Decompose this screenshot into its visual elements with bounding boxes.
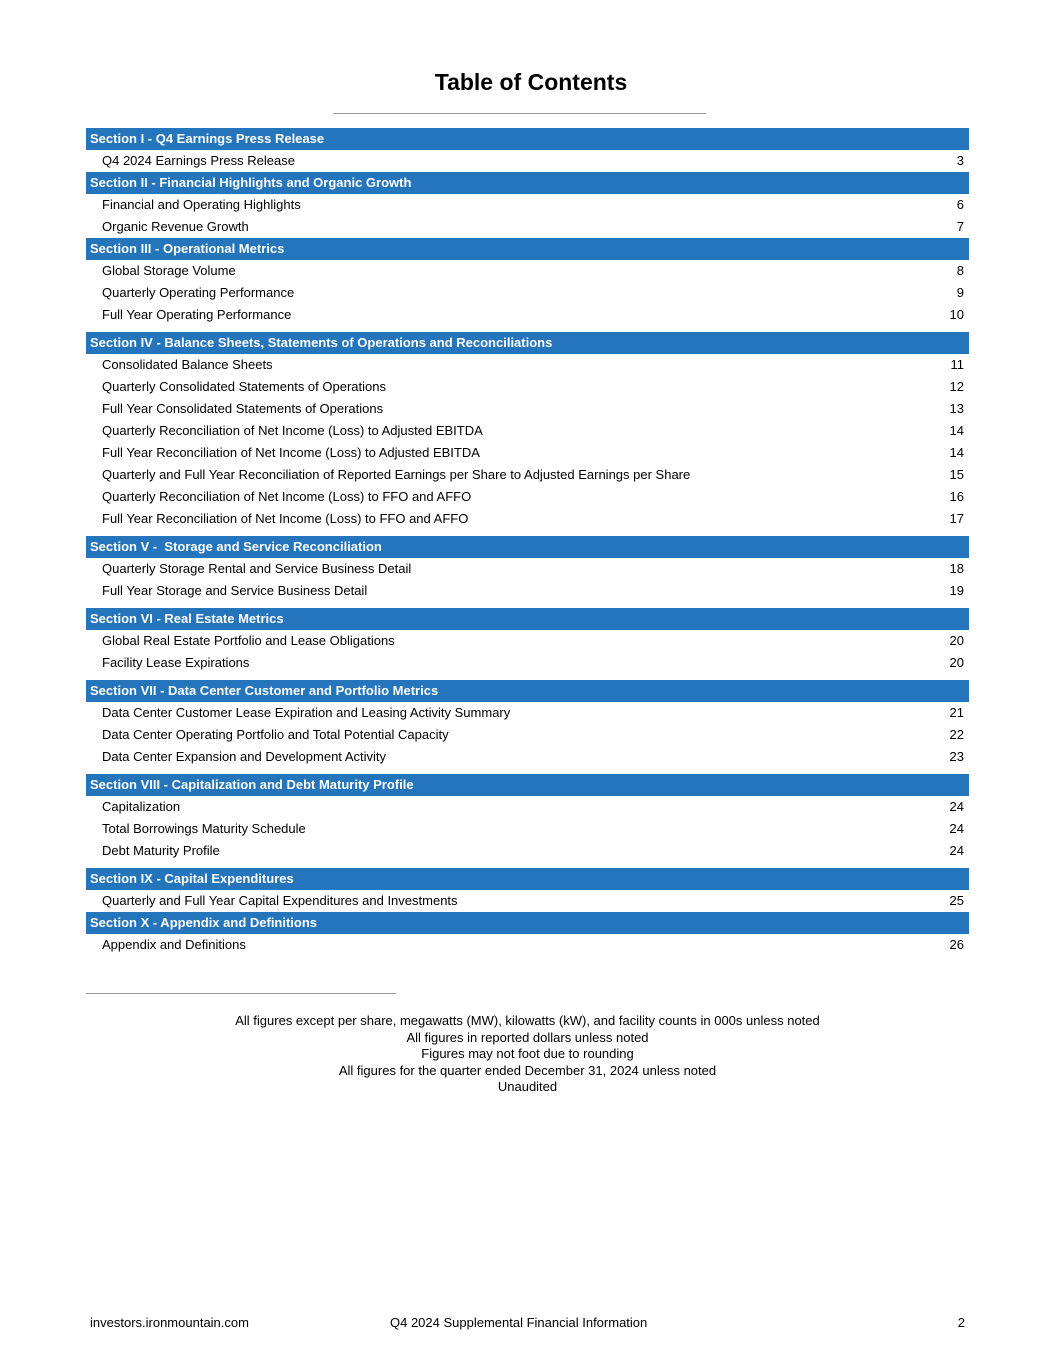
section-header[interactable]: Section VIII - Capitalization and Debt Maturity Profile [86, 774, 969, 796]
section-header[interactable]: Section IX - Capital Expenditures [86, 868, 969, 890]
toc-entry[interactable] [86, 376, 969, 398]
toc-entry-page-number: 23 [949, 749, 964, 764]
toc-entry-label: Quarterly Reconciliation of Net Income (Loss) to FFO and AFFO [102, 489, 472, 504]
toc-entry[interactable] [86, 442, 969, 464]
toc-entry-label: Data Center Customer Lease Expiration and Leasing Activity Summary [102, 705, 511, 720]
footnote-divider [86, 993, 396, 994]
toc-entry-page-number: 13 [949, 401, 964, 416]
toc-entry-label: Data Center Expansion and Development Activity [102, 749, 386, 764]
footer-website-link[interactable]: investors.ironmountain.com [90, 1315, 249, 1330]
toc-section [86, 238, 969, 326]
toc-entry-page-number: 6 [956, 197, 964, 212]
note-line: All figures for the quarter ended December 31, 2024 unless noted [338, 1062, 717, 1078]
toc-entry-page-number: 9 [956, 285, 964, 300]
toc-section [86, 128, 969, 172]
toc-entry-page-number: 20 [949, 633, 964, 648]
toc-entry-page-number: 7 [956, 219, 964, 234]
section-header[interactable]: Section I - Q4 Earnings Press Release [86, 128, 969, 150]
toc-entry[interactable] [86, 508, 969, 530]
note-line: All figures in reported dollars unless noted [406, 1029, 649, 1045]
toc-entry-label: Q4 2024 Earnings Press Release [102, 153, 295, 168]
section-header[interactable]: Section III - Operational Metrics [86, 238, 969, 260]
toc-entry[interactable] [86, 890, 969, 912]
toc-entry-label: Facility Lease Expirations [102, 655, 250, 670]
toc-entry-page-number: 3 [956, 153, 964, 168]
page-title: Table of Contents [434, 69, 628, 95]
toc-entry-page-number: 24 [949, 799, 964, 814]
toc-entry-page-number: 15 [949, 467, 964, 482]
toc-entry-label: Financial and Operating Highlights [102, 197, 301, 212]
toc-entry[interactable] [86, 818, 969, 840]
toc-entry[interactable] [86, 840, 969, 862]
toc-entry-label: Global Storage Volume [102, 263, 236, 278]
toc-entry-label: Quarterly Consolidated Statements of Operations [102, 379, 386, 394]
toc-entry-page-number: 22 [949, 727, 964, 742]
toc-entry-page-number: 14 [949, 423, 964, 438]
toc-entry[interactable] [86, 796, 969, 818]
toc-entry-label: Quarterly Operating Performance [102, 285, 295, 300]
toc-entry-page-number: 24 [949, 821, 964, 836]
toc-section [86, 332, 969, 530]
toc-entry[interactable] [86, 398, 969, 420]
section-header[interactable]: Section X - Appendix and Definitions [86, 912, 969, 934]
toc-entry[interactable] [86, 702, 969, 724]
toc-entry-label: Data Center Operating Portfolio and Total Potential Capacity [102, 727, 449, 742]
toc-entry-label: Debt Maturity Profile [102, 843, 220, 858]
toc-entry[interactable] [86, 354, 969, 376]
toc-entry-label: Quarterly Storage Rental and Service Business Detail [102, 561, 412, 576]
toc-entry-page-number: 8 [956, 263, 964, 278]
toc-entry-page-number: 19 [949, 583, 964, 598]
toc-entry-page-number: 21 [949, 705, 964, 720]
toc-section [86, 172, 969, 238]
toc-entry-label: Quarterly Reconciliation of Net Income (Loss) to Adjusted EBITDA [102, 423, 483, 438]
toc-entry[interactable] [86, 630, 969, 652]
toc-entry-label: Capitalization [102, 799, 181, 814]
toc-entry-label: Quarterly and Full Year Capital Expenditures and Investments [102, 893, 458, 908]
toc-section [86, 680, 969, 768]
toc-entry-page-number: 16 [949, 489, 964, 504]
toc-entry[interactable] [86, 150, 969, 172]
section-header[interactable]: Section VI - Real Estate Metrics [86, 608, 969, 630]
notes-block [0, 1013, 1055, 1096]
note-line: Unaudited [497, 1079, 558, 1095]
toc-entry[interactable] [86, 304, 969, 326]
toc-entry-label: Full Year Reconciliation of Net Income (Loss) to FFO and AFFO [102, 511, 469, 526]
toc-entry-label: Quarterly and Full Year Reconciliation of Reported Earnings per Share to Adjusted Earnings per Share [102, 467, 691, 482]
toc-entry-page-number: 20 [949, 655, 964, 670]
section-header[interactable]: Section IV - Balance Sheets, Statements of Operations and Reconciliations [86, 332, 969, 354]
toc-entry-label: Full Year Operating Performance [102, 307, 292, 322]
toc-entry-page-number: 11 [950, 357, 964, 372]
toc-section [86, 608, 969, 674]
toc-entry-page-number: 25 [949, 893, 964, 908]
toc-entry[interactable] [86, 580, 969, 602]
toc-entry-label: Full Year Storage and Service Business Detail [102, 583, 368, 598]
toc-entry-page-number: 17 [949, 511, 964, 526]
toc-entry-page-number: 10 [949, 307, 964, 322]
toc-entry-label: Total Borrowings Maturity Schedule [102, 821, 306, 836]
title-divider [333, 113, 706, 114]
table-of-contents [86, 128, 969, 956]
toc-entry[interactable] [86, 934, 969, 956]
section-header[interactable]: Section V - Storage and Service Reconciliation [86, 536, 969, 558]
toc-entry[interactable] [86, 282, 969, 304]
section-header[interactable]: Section VII - Data Center Customer and Portfolio Metrics [86, 680, 969, 702]
toc-entry-label: Appendix and Definitions [102, 937, 246, 952]
toc-entry-label: Full Year Consolidated Statements of Operations [102, 401, 384, 416]
toc-entry-label: Organic Revenue Growth [102, 219, 249, 234]
footer-page-number: 2 [957, 1315, 965, 1330]
footer-document-title: Q4 2024 Supplemental Financial Information [390, 1315, 648, 1330]
toc-entry[interactable] [86, 216, 969, 238]
toc-section [86, 536, 969, 602]
note-line: All figures except per share, megawatts (MW), kilowatts (kW), and facility counts in 000s unless noted [235, 1013, 820, 1028]
toc-entry-page-number: 26 [949, 937, 964, 952]
toc-entry[interactable] [86, 464, 969, 486]
toc-section [86, 912, 969, 956]
toc-entry-page-number: 12 [949, 379, 964, 394]
toc-entry-label: Full Year Reconciliation of Net Income (Loss) to Adjusted EBITDA [102, 445, 480, 460]
toc-section [86, 774, 969, 862]
toc-entry[interactable] [86, 652, 969, 674]
page-footer [0, 1314, 1055, 1332]
toc-entry-page-number: 14 [949, 445, 964, 460]
toc-entry[interactable] [86, 260, 969, 282]
note-line: Figures may not foot due to rounding [421, 1046, 634, 1062]
toc-entry[interactable] [86, 420, 969, 442]
toc-section [86, 868, 969, 912]
toc-entry[interactable] [86, 746, 969, 768]
toc-entry-page-number: 18 [949, 561, 964, 576]
toc-entry-page-number: 24 [949, 843, 964, 858]
toc-entry-label: Consolidated Balance Sheets [102, 357, 273, 372]
section-header[interactable]: Section II - Financial Highlights and Organic Growth [86, 172, 969, 194]
toc-entry-label: Global Real Estate Portfolio and Lease Obligations [102, 633, 395, 648]
toc-entry[interactable] [86, 194, 969, 216]
toc-entry[interactable] [86, 724, 969, 746]
toc-entry[interactable] [86, 558, 969, 580]
toc-entry[interactable] [86, 486, 969, 508]
